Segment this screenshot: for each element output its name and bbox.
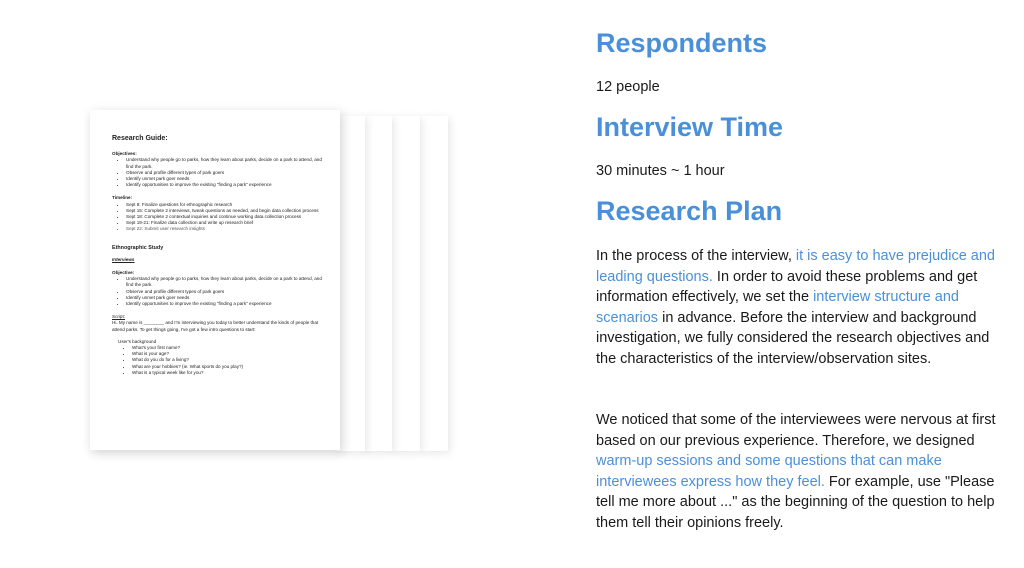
list-item: • Identify opportunities to improve the existing "finding a park" experience bbox=[126, 301, 326, 307]
objective-label: Objective: bbox=[112, 270, 135, 276]
list-item: • What is a typical week like for you? bbox=[132, 370, 326, 376]
respondents-value: 12 people bbox=[596, 79, 660, 95]
study-title: Ethnographic Study bbox=[112, 244, 164, 251]
document-page-back bbox=[390, 116, 420, 451]
research-plan-paragraph-2 bbox=[596, 410, 1006, 533]
paragraph-text: In the process of the interview, bbox=[596, 248, 796, 264]
document-page-back bbox=[362, 116, 392, 451]
list-item: • Identify unmet park goer needs bbox=[126, 295, 326, 301]
list-item: • Observe and profile different types of park goers bbox=[126, 170, 326, 176]
list-item: • Sept 19-21: Finalize data collection and write up research brief bbox=[126, 220, 326, 226]
list-item: • Identify opportunities to improve the existing "finding a park" experience bbox=[126, 182, 326, 188]
paragraph-text: in advance. Before the interview and background investigation, we fully considered the research objectives and the characteristics of the interview/observation sites. bbox=[596, 309, 990, 367]
highlight-text: interview structure and scenarios bbox=[596, 289, 959, 326]
document-title: Research Guide: bbox=[112, 135, 168, 142]
list-item: • Understand why people go to parks, how they learn about parks, decide on a park to attend, and find the park. bbox=[126, 276, 326, 288]
paragraph-text: In order to avoid these problems and get information effectively, we set the bbox=[596, 268, 978, 305]
list-item: • What are your hobbies? (ie. What sports do you play?) bbox=[132, 364, 326, 370]
interview-time-value: 30 minutes ~ 1 hour bbox=[596, 163, 725, 179]
list-item: • Sept 22: Submit user research insights bbox=[126, 226, 326, 232]
list-item: • What is your age? bbox=[132, 351, 326, 357]
respondents-heading: Respondents bbox=[596, 28, 768, 58]
paragraph-text: For example, use "Please tell me more about ..." as the beginning of the question to help them tell their opinions freely. bbox=[596, 473, 995, 531]
research-plan-paragraph-1 bbox=[596, 246, 1006, 369]
objectives-label: Objectives: bbox=[112, 151, 137, 157]
list-item: • Observe and profile different types of park goers bbox=[126, 289, 326, 295]
background-label: User's background bbox=[118, 338, 157, 344]
list-item: • Understand why people go to parks, how they learn about parks, decide on a park to attend, and find the park. bbox=[126, 157, 326, 169]
list-item: • What's your first name? bbox=[132, 345, 326, 351]
research-guide-document bbox=[90, 110, 340, 450]
list-item: • Sept 15: Complete 2 interviews, tweak questions as needed, and begin data collection process bbox=[126, 208, 326, 214]
highlight-text: it is easy to have prejudice and leading questions. bbox=[596, 248, 995, 285]
research-plan-heading: Research Plan bbox=[596, 196, 783, 226]
list-item: • Identify unmet park goer needs bbox=[126, 176, 326, 182]
list-item: • Sept 8: Finalize questions for ethnographic research bbox=[126, 202, 326, 208]
timeline-label: Timeline: bbox=[112, 195, 133, 201]
interviews-label: Interviews bbox=[112, 256, 135, 262]
document-page-back bbox=[420, 116, 448, 451]
research-guide-document-stack bbox=[90, 110, 460, 460]
list-item: • Sept 18: Complete 2 contextual inquiries and continue working data collection process bbox=[126, 214, 326, 220]
interview-time-heading: Interview Time bbox=[596, 112, 784, 142]
paragraph-text: We noticed that some of the interviewees were nervous at first based on our previous experience. Therefore, we designed bbox=[596, 412, 996, 449]
highlight-text: warm-up sessions and some questions that can make interviewees express how they feel. bbox=[596, 453, 942, 490]
script-label: Script: bbox=[112, 314, 126, 320]
list-item: • What do you do for a living? bbox=[132, 357, 326, 363]
script-text: Hi. My name is ________ and I'm interviewing you today to better understand the kinds of people that attend parks. To get things going, I've got a few intro questions to start: bbox=[112, 320, 319, 332]
